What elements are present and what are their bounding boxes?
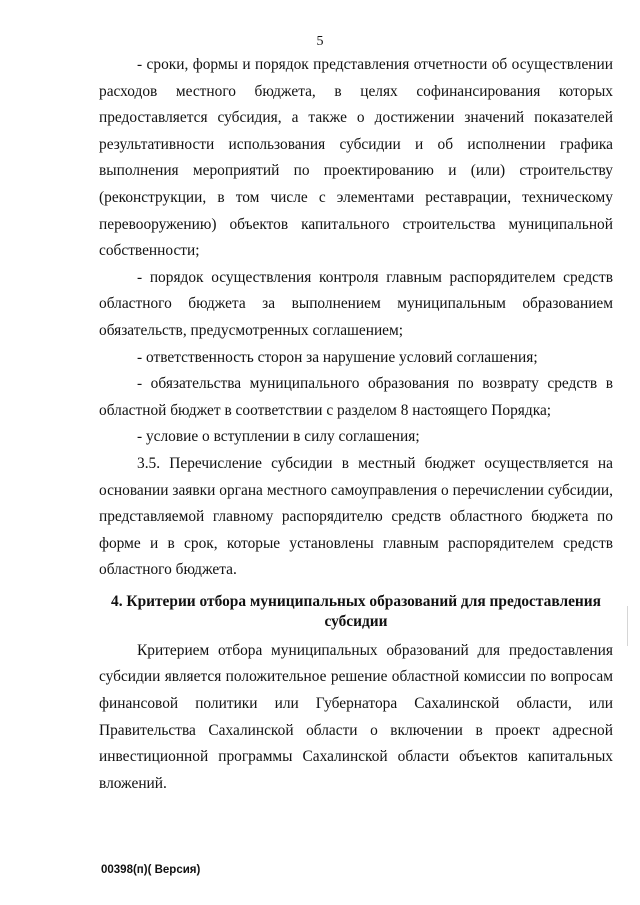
paragraph-refund-obligations: - обязательства муниципального образования по возврату средств в областной бюджет в соответствии с разделом 8 настоящего Порядка; (99, 375, 613, 419)
page-number: 5 (316, 34, 324, 49)
paragraph-responsibility: - ответственность сторон за нарушение условий соглашения; (137, 348, 538, 366)
scan-margin-mark (627, 606, 628, 646)
document-footer-code: 00398(п)( Версия) (101, 864, 201, 876)
section-4-heading: 4. Критерии отбора муниципальных образований для предоставления субсидии (111, 592, 601, 630)
paragraph-entry-into-force: - условие о вступлении в силу соглашения; (137, 428, 420, 446)
paragraph-reporting-terms: - сроки, формы и порядок представления отчетности об осуществлении расходов местного бюджета, в целях софинансирования которых предоставляется субсидия, а также о достижении значений показателей результативности использования субсидии и об исполнении графика выполнения мероприятий по проектированию и (или) строительству (реконструкции, в том числе с элементами реставрации, техническому перевооружению) объектов капитального строительства муниципальной собственности; (99, 56, 613, 260)
document-body (99, 52, 613, 797)
paragraph-control-procedure: - порядок осуществления контроля главным распорядителем средств областного бюджета за выполнением муниципальным образованием обязательств, предусмотренных соглашением; (99, 268, 613, 339)
paragraph-selection-criteria: Критерием отбора муниципальных образований для предоставления субсидии является положительное решение областной комиссии по вопросам финансовой политики или Губернатора Сахалинской области, или Правительства Сахалинской области о включении в проект адресной инвестиционной программы Сахалинской области объектов капитальных вложений. (99, 641, 613, 792)
paragraph-3-5-transfer: 3.5. Перечисление субсидии в местный бюджет осуществляется на основании заявки органа местного самоуправления о перечислении субсидии, представляемой главному распорядителю средств областного бюджета по форме и в срок, которые установлены главным распорядителем средств областного бюджета. (99, 454, 613, 579)
